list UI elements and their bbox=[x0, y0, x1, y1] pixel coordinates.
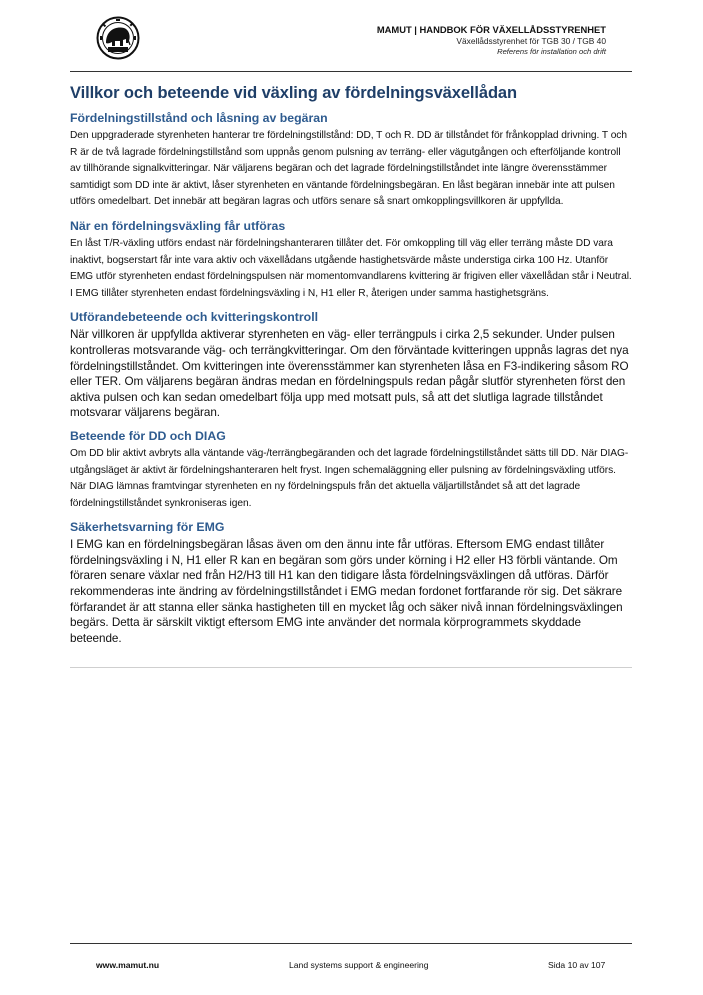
section-heading: Utförandebeteende och kvitteringskontroll bbox=[70, 310, 319, 325]
section-body: En låst T/R-växling utförs endast när fördelningshanteraren tillåter det. För omkoppling till väg eller terräng måste DD vara inaktivt, bogserstart får inte vara aktiv och växellådans utgående hastighetsvärde måste understiga cirka 100 Hz. Utanför EMG utför styrenheten endast fördelningspulsen när momentomvandlarens kvittering är frigiven eller växellådan står i Neutral. I EMG tillåter styrenheten endast fördelningsväxling i N, H1 eller R, återigen under samma hastighetsgräns. bbox=[70, 237, 632, 299]
mamut-logo bbox=[96, 16, 140, 60]
main-content bbox=[70, 83, 632, 646]
page-title: Villkor och beteende vid växling av fördelningsväxellådan bbox=[70, 84, 517, 102]
section-heading: Fördelningstillstånd och låsning av begäran bbox=[70, 111, 328, 125]
header-divider bbox=[70, 71, 632, 72]
section-heading: Säkerhetsvarning för EMG bbox=[70, 520, 225, 535]
section-body: I EMG kan en fördelningsbegäran låsas även om den ännu inte får utföras. Eftersom EMG endast tillåter fördelningsväxling i N, H1 eller R kan en begäran som görs under körning i H2 eller H3 förbli väntande. Om föraren senare växlar ned från H2/H3 till H1 kan den tidigare låsta fördelningsväxlingen då utföras. Därför rekommenderas inte ändring av fördelningstillståndet i EMG medan fordonet fortfarande rör sig. Det säkrare förfarandet är att stanna eller sänka hastigheten till en mycket låg och säker nivå innan fördelningsväxlingen begärs. Detta är särskilt viktigt eftersom EMG inte använder det normala körprogrammets skyddade beteende. bbox=[70, 538, 623, 645]
page-number: Sida 10 av 107 bbox=[548, 960, 606, 970]
content-divider bbox=[70, 667, 632, 668]
footer-website: www.mamut.nu bbox=[96, 960, 160, 970]
header-subtitle: Växellådsstyrenhet för TGB 30 / TGB 40 bbox=[456, 36, 606, 46]
section-body: Den uppgraderade styrenheten hanterar tre fördelningstillstånd: DD, T och R. DD är tillståndet för frånkopplad drivning. T och R är de två lagrade fördelningstillstånd som uppnås genom pulsning av terräng- eller vägutgången och efterföljande kontroll av tillhörande signalkvitteringar. När väljarens begäran och det lagrade fördelningstillståndet inte längre överensstämmer samtidigt som DD inte är aktivt, låser styrenheten en väntande fördelningsbegäran. En låst begäran innebär inte att pulsen utförs omedelbart. Det innebär att begäran lagras och utförs senare så snart omkopplingsvillkoren är uppfyllda. bbox=[70, 130, 627, 208]
section-body: När villkoren är uppfyllda aktiverar styrenheten en väg- eller terrängpuls i cirka 2,5 sekunder. Under pulsen kontrolleras motsvarande väg- och terrängkvitteringar. Om den förväntade kvitteringen uppnås lagras det nya fördelningstillståndet. Om kvitteringen inte överensstämmer kan styrenheten låsa en F3-indikering såsom RO eller TER. Om väljarens begäran ändras medan en fördelningspuls redan pågår slutför styrenheten först den aktiva pulsen och kan sedan omedelbart följa upp med motsatt puls, så att det slutliga lagrade tillståndet motsvarar väljarens begäran. bbox=[70, 328, 629, 420]
page-header bbox=[377, 24, 606, 57]
section-heading: När en fördelningsväxling får utföras bbox=[70, 218, 286, 233]
section-heading: Beteende för DD och DIAG bbox=[70, 428, 226, 443]
header-reference: Referens för installation och drift bbox=[497, 47, 606, 56]
footer-tagline: Land systems support & engineering bbox=[289, 960, 429, 970]
footer-divider bbox=[70, 943, 632, 944]
header-title: MAMUT | HANDBOK FÖR VÄXELLÅDSSTYRENHET bbox=[376, 24, 606, 35]
section-body: Om DD blir aktivt avbryts alla väntande väg-/terrängbegäranden och det lagrade fördelningstillståndet sätts till DD. När DIAG-utgångsläget är aktivt är fördelningshanteraren helt fryst. Ingen schemaläggning eller pulsning av fördelningsväxling utförs. När DIAG lämnas framtvingar styrenheten en ny fördelningspuls från det aktuella väljartillståndet så att det lagrade fördelningstillståndet synkroniseras igen. bbox=[70, 447, 629, 509]
